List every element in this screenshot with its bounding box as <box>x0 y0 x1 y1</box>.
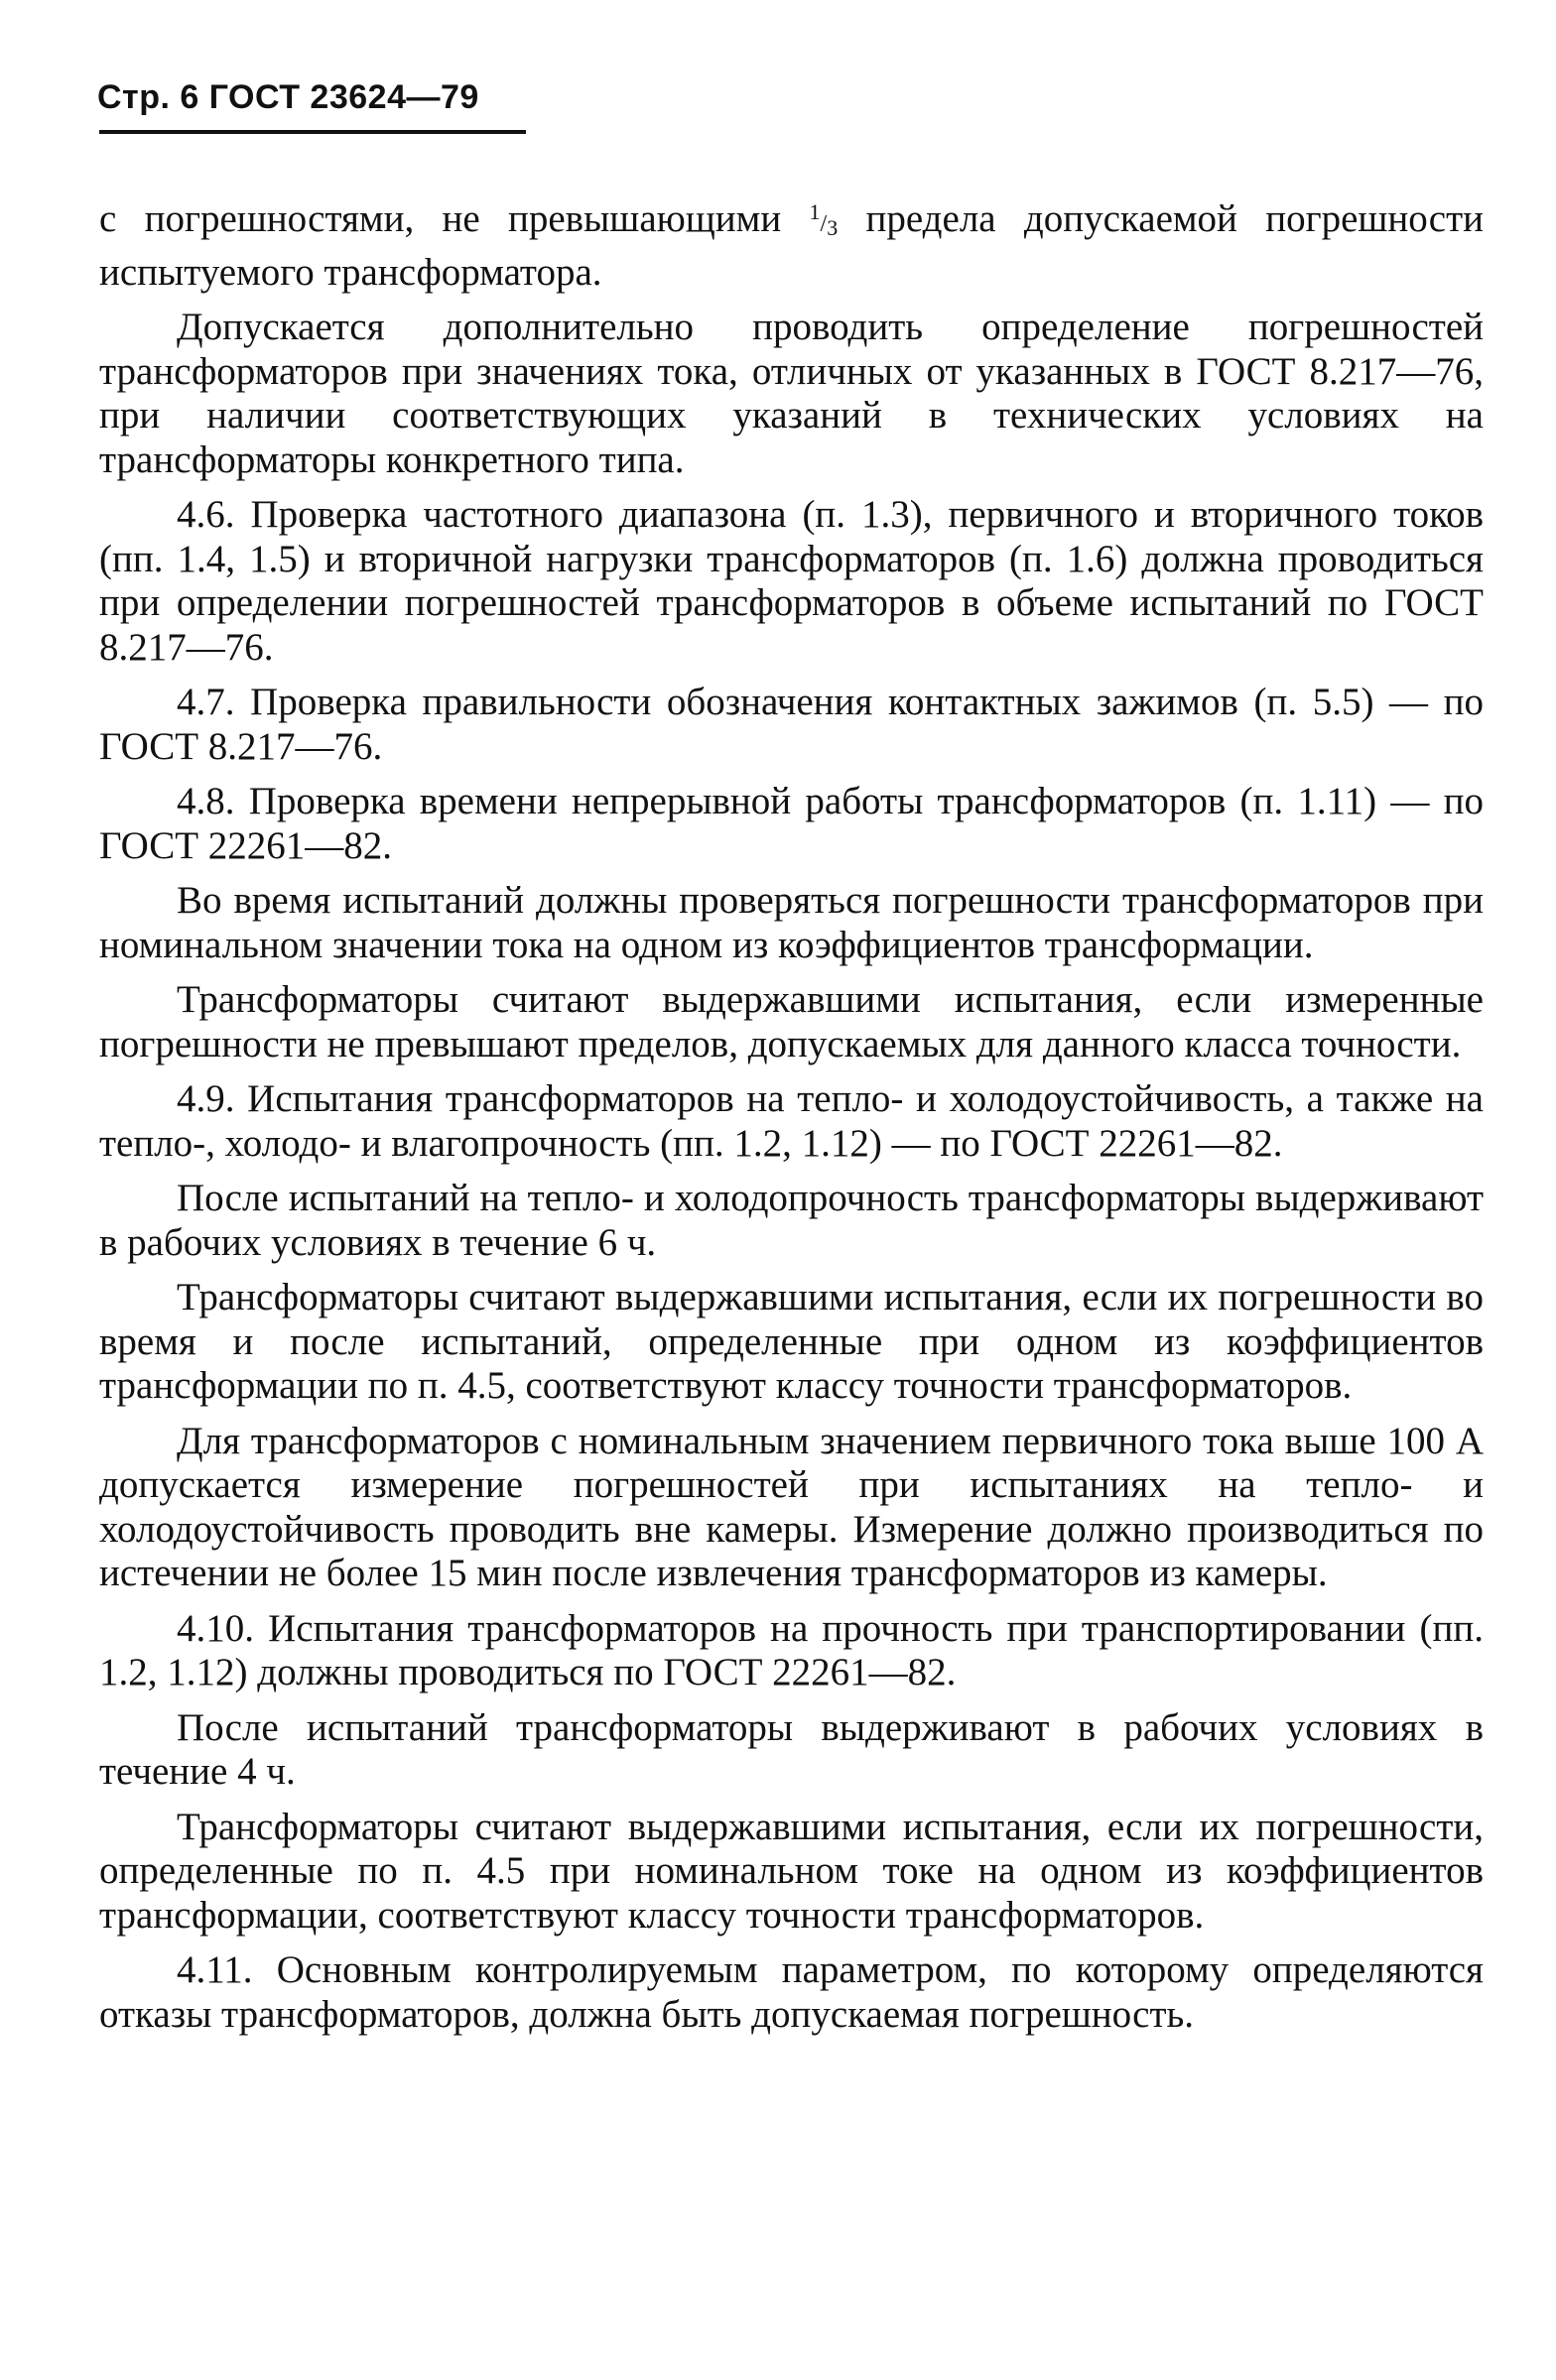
paragraph: Трансформаторы считают выдержавшими испытания, если измеренные погрешности не превышают пределов, допускаемых для данного класса точности. <box>99 978 1484 1065</box>
paragraph: После испытаний на тепло- и холодопрочность трансформаторы выдерживают в рабочих условиях в течение 6 ч. <box>99 1177 1484 1264</box>
document-body <box>99 190 1484 2048</box>
paragraph: Во время испытаний должны проверяться погрешности трансформаторов при номинальном значении тока на одном из коэффициентов трансформации. <box>99 879 1484 966</box>
clause-4-11: 4.11. Основным контролируемым параметром, по которому определяются отказы трансформаторов, должна быть допускаемая погрешность. <box>99 1948 1484 2036</box>
fraction-one-third: $^1/_3$ <box>809 199 839 240</box>
clause-4-7: 4.7. Проверка правильности обозначения контактных зажимов (п. 5.5) — по ГОСТ 8.217—76. <box>99 681 1484 768</box>
standard-number: ГОСТ 23624—79 <box>208 78 479 116</box>
page-header <box>97 77 479 117</box>
paragraph: Трансформаторы считают выдержавшими испытания, если их погрешности, определенные по п. 4.5 при номинальном токе на одном из коэффициентов трансформации, соответствуют классу точности трансформаторов. <box>99 1805 1484 1937</box>
paragraph-continuation: с погрешностями, не превышающими $^1/_3$ предела допускаемой погрешности испытуемого трансформатора. <box>99 197 1484 294</box>
header-rule <box>99 130 526 134</box>
paragraph: Для трансформаторов с номинальным значением первичного тока выше 100 А допускается измерение погрешностей при испытаниях на тепло- и холодоустойчивость проводить вне камеры. Измерение должно производиться по истечении не более 15 мин после извлечения трансформаторов из камеры. <box>99 1419 1484 1594</box>
paragraph: После испытаний трансформаторы выдерживают в рабочих условиях в течение 4 ч. <box>99 1705 1484 1793</box>
clause-4-8: 4.8. Проверка времени непрерывной работы трансформаторов (п. 1.11) — по ГОСТ 22261—82. <box>99 780 1484 867</box>
clause-4-10: 4.10. Испытания трансформаторов на прочность при транспортировании (пп. 1.2, 1.12) должны проводиться по ГОСТ 22261—82. <box>99 1606 1484 1693</box>
paragraph: Допускается дополнительно проводить определение погрешностей трансформаторов при значениях тока, отличных от указанных в ГОСТ 8.217—76, при наличии соответствующих указаний в технических условиях на трансформаторы конкретного типа. <box>99 306 1484 481</box>
clause-4-6: 4.6. Проверка частотного диапазона (п. 1.3), первичного и вторичного токов (пп. 1.4, 1.5) и вторичной нагрузки трансформаторов (п. 1.6) должна проводиться при определении погрешностей трансформаторов в объеме испытаний по ГОСТ 8.217—76. <box>99 493 1484 669</box>
page-number: Стр. 6 <box>97 78 199 116</box>
paragraph: Трансформаторы считают выдержавшими испытания, если их погрешности во время и после испытаний, определенные при одном из коэффициентов трансформации по п. 4.5, соответствуют классу точности трансформаторов. <box>99 1276 1484 1407</box>
clause-4-9: 4.9. Испытания трансформаторов на тепло- и холодоустойчивость, а также на тепло-, холодо- и влагопрочность (пп. 1.2, 1.12) — по ГОСТ 22261—82. <box>99 1077 1484 1165</box>
